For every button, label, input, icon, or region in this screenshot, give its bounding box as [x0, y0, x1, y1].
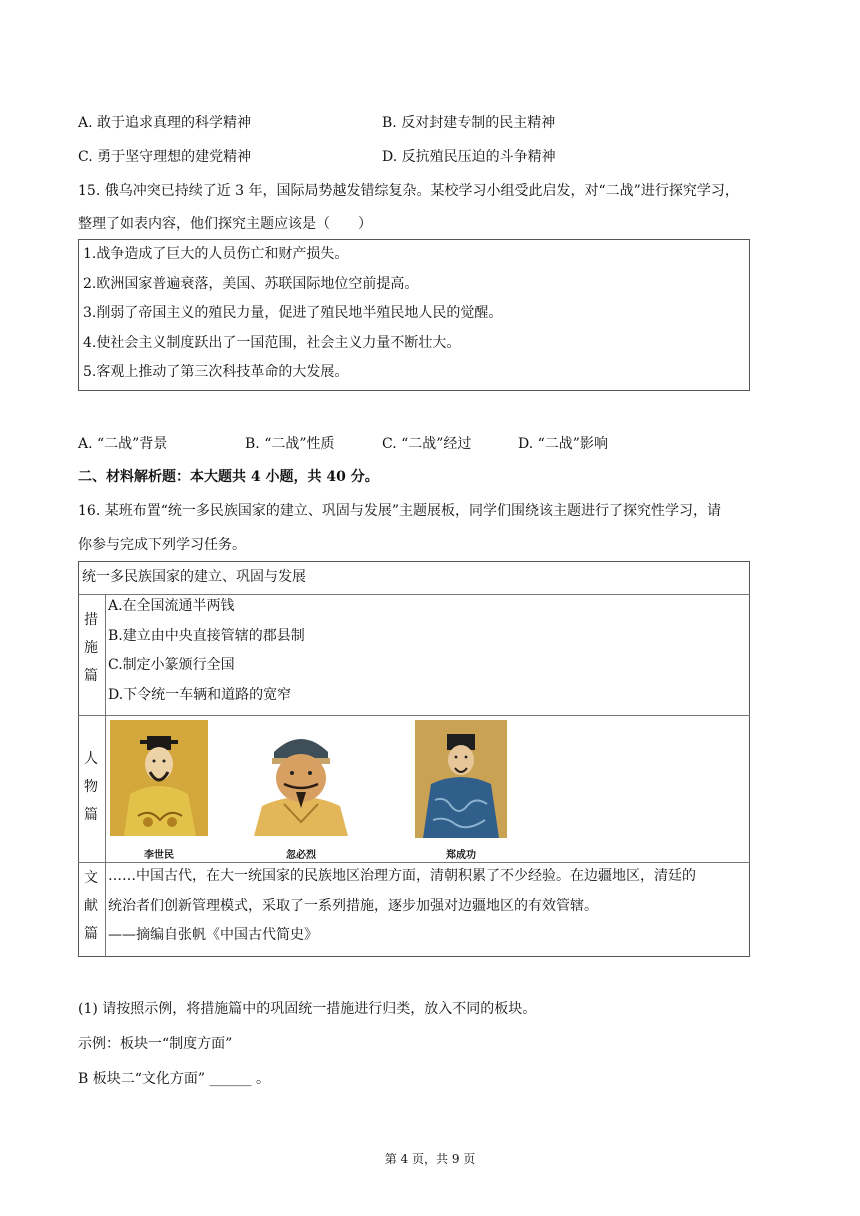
- label-char: 篇: [84, 807, 98, 823]
- q15-option-b: B. “二战”性质: [245, 436, 335, 452]
- label-char: 文: [84, 870, 98, 886]
- page-footer: 第 4 页，共 9 页: [384, 1152, 476, 1166]
- q15-option-c: C. “二战”经过: [382, 436, 472, 452]
- portrait-caption: 忽必烈: [286, 850, 316, 861]
- portrait-zheng-chenggong: [415, 720, 507, 838]
- q14-option-b: B. 反对封建专制的民主精神: [382, 115, 556, 131]
- label-char: 篇: [84, 668, 98, 684]
- q16-table-title: 统一多民族国家的建立、巩固与发展: [82, 569, 306, 585]
- docs-line: ……中国古代，在大一统国家的民族地区治理方面，清朝积累了不少经验。在边疆地区，清廷的: [108, 868, 696, 884]
- table-column-divider: [105, 594, 106, 957]
- q15-option-a: A. “二战”背景: [78, 436, 168, 452]
- q15-table-rows: [83, 240, 502, 388]
- q14-option-d: D. 反抗殖民压迫的斗争精神: [382, 149, 556, 165]
- q15-table: [78, 239, 750, 391]
- section-heading: 二、材料解析题：本大题共 4 小题，共 40 分。: [78, 469, 379, 485]
- measure-item: B.建立由中央直接管辖的郡县制: [108, 627, 305, 644]
- q14-option-c: C. 勇于坚守理想的建党精神: [78, 149, 252, 165]
- measure-item: A.在全国流通半两钱: [108, 598, 235, 614]
- label-char: 物: [84, 779, 98, 795]
- label-char: 人: [84, 751, 98, 767]
- q16-stem-line1: 16. 某班布置“统一多民族国家的建立、巩固与发展”主题展板，同学们围绕该主题进行了探究性学习，请: [78, 503, 722, 519]
- docs-line: 统治者们创新管理模式，采取了一系列措施，逐步加强对边疆地区的有效管辖。: [108, 897, 598, 914]
- docs-source: ——摘编自张帆《中国古代简史》: [108, 927, 318, 943]
- q16-sub1: (1) 请按照示例，将措施篇中的巩固统一措施进行归类，放入不同的板块。: [78, 1001, 537, 1017]
- measure-item: D.下令统一车辆和道路的宽窄: [108, 686, 292, 703]
- q14-option-a: A. 敢于追求真理的科学精神: [78, 115, 252, 131]
- portrait-caption: 李世民: [144, 850, 174, 861]
- label-char: 措: [84, 612, 98, 628]
- label-char: 篇: [84, 926, 98, 942]
- q15-table-row: 4.使社会主义制度跃出了一国范围，社会主义力量不断壮大。: [83, 334, 461, 351]
- q15-table-row: 2.欧洲国家普遍衰落，美国、苏联国际地位空前提高。: [83, 275, 419, 292]
- portrait-kublai: [248, 722, 354, 836]
- people-label: [78, 745, 104, 829]
- docs-label: [78, 864, 104, 948]
- measure-item: C.制定小篆颁行全国: [108, 657, 235, 673]
- q16-answer-blank: B 板块二“文化方面” ______ 。: [78, 1071, 270, 1087]
- portrait-li-shimin: [110, 720, 208, 836]
- q15-table-row: 5.客观上推动了第三次科技革命的大发展。: [83, 364, 349, 380]
- measures-list: [108, 592, 305, 710]
- label-char: 施: [84, 640, 98, 656]
- table-divider: [78, 715, 750, 716]
- measures-label: [78, 606, 104, 690]
- portrait-caption: 郑成功: [446, 850, 476, 861]
- q15-stem-line2: 整理了如表内容，他们探究主题应该是（ ）: [78, 216, 372, 232]
- q16-example: 示例：板块一“制度方面”: [78, 1036, 233, 1052]
- docs-text: [108, 862, 696, 951]
- q16-stem-line2: 你参与完成下列学习任务。: [78, 537, 246, 553]
- q15-table-row: 3.削弱了帝国主义的殖民力量，促进了殖民地半殖民地人民的觉醒。: [83, 305, 503, 321]
- q15-table-row: 1.战争造成了巨大的人员伤亡和财产损失。: [83, 246, 349, 262]
- q15-option-d: D. “二战”影响: [518, 436, 608, 452]
- q15-stem-line1: 15. 俄乌冲突已持续了近 3 年，国际局势越发错综复杂。某校学习小组受此启发，对“二战”进行探究学习，: [78, 183, 739, 199]
- label-char: 献: [84, 898, 98, 914]
